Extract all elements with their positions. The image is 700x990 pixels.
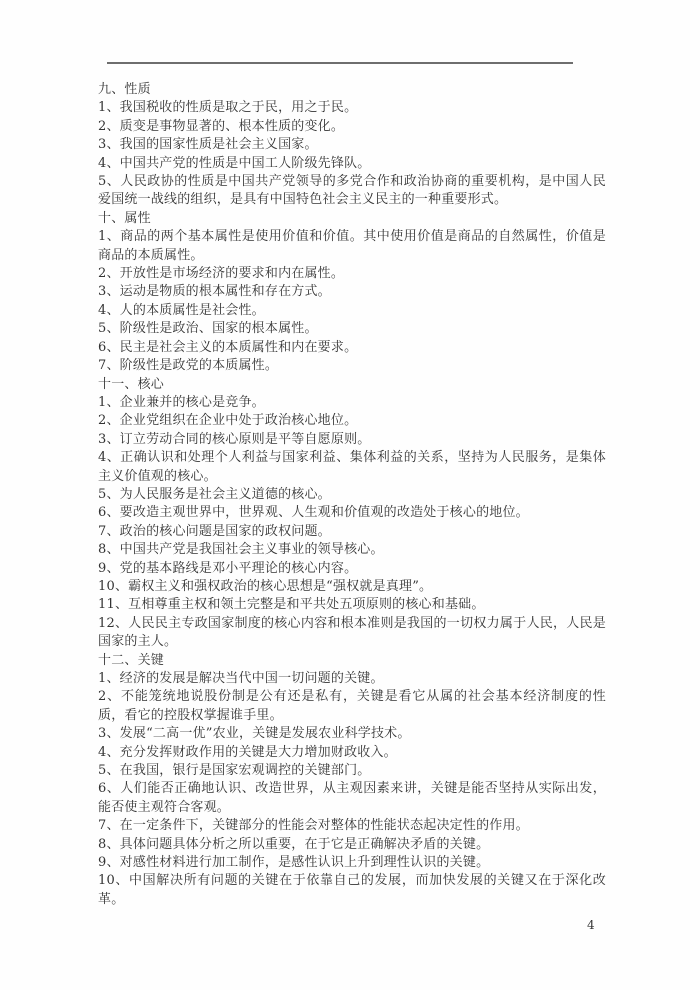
section-title: 九、性质 — [98, 82, 151, 97]
list-item: 1、商品的两个基本属性是使用价值和价值。其中使用价值是商品的自然属性，价值是商品的本质属性。 — [98, 229, 606, 263]
page-number: 4 — [587, 918, 595, 932]
list-item: 8、具体问题具体分析之所以重要，在于它是正确解决矛盾的关键。 — [98, 836, 490, 852]
section-title: 十、属性 — [98, 210, 151, 226]
section — [98, 376, 606, 652]
list-item: 5、在我国，银行是国家宏观调控的关键部门。 — [98, 763, 371, 779]
list-item: 7、在一定条件下，关键部分的性能会对整体的性能状态起决定性的作用。 — [98, 818, 529, 834]
header-rule — [107, 62, 573, 64]
list-item: 12、人民民主专政国家制度的核心内容和根本准则是我国的一切权力属于人民，人民是国家的主人。 — [98, 615, 606, 650]
list-item: 10、霸权主义和强权政治的核心思想是“强权就是真理”。 — [98, 578, 433, 594]
list-item: 5、阶级性是政治、国家的根本属性。 — [98, 321, 318, 337]
list-item: 11、互相尊重主权和领土完整是和平共处五项原则的核心和基础。 — [98, 597, 485, 613]
list-item: 8、中国共产党是我国社会主义事业的领导核心。 — [98, 542, 384, 558]
list-item: 2、质变是事物显著的、根本性质的变化。 — [98, 118, 345, 134]
list-item: 6、民主是社会主义的本质属性和内在要求。 — [98, 339, 358, 355]
list-item: 10、中国解决所有问题的关键在于依靠自己的发展，而加快发展的关键又在于深化改革。 — [98, 873, 606, 907]
list-item: 4、充分发挥财政作用的关键是大力增加财政收入。 — [98, 744, 397, 760]
list-item: 2、开放性是市场经济的要求和内在属性。 — [98, 266, 345, 282]
section — [98, 210, 606, 376]
list-item: 5、为人民服务是社会主义道德的核心。 — [98, 486, 331, 502]
list-item: 1、我国税收的性质是取之于民，用之于民。 — [98, 100, 358, 116]
list-item: 4、人的本质属性是社会性。 — [98, 302, 265, 318]
list-item: 2、企业党组织在企业中处于政治核心地位。 — [98, 413, 358, 429]
section-title: 十一、核心 — [98, 376, 165, 392]
list-item: 6、人们能否正确地认识、改造世界，从主观因素来讲，关键是能否坚持从实际出发，能否使主观符合客观。 — [98, 781, 606, 815]
list-item: 5、人民政协的性质是中国共产党领导的多党合作和政治协商的重要机构，是中国人民爱国统一战线的组织，是具有中国特色社会主义民主的一种重要形式。 — [98, 174, 606, 208]
section — [98, 81, 606, 210]
list-item: 3、订立劳动合同的核心原则是平等自愿原则。 — [98, 431, 371, 447]
list-item: 6、要改造主观世界中，世界观、人生观和价值观的改造处于核心的地位。 — [98, 505, 529, 521]
list-item: 3、运动是物质的根本属性和存在方式。 — [98, 284, 331, 300]
list-item: 1、经济的发展是解决当代中国一切问题的关键。 — [98, 671, 384, 686]
document-content — [98, 81, 606, 909]
list-item: 4、中国共产党的性质是中国工人阶级先锋队。 — [98, 155, 371, 171]
list-item: 7、阶级性是政党的本质属性。 — [98, 358, 279, 374]
list-item: 9、党的基本路线是邓小平理论的核心内容。 — [98, 560, 358, 576]
list-item: 4、正确认识和处理个人利益与国家利益、集体利益的关系，坚持为人民服务，是集体主义价值观的核心。 — [98, 450, 606, 484]
section — [98, 652, 606, 910]
list-item: 1、企业兼并的核心是竞争。 — [98, 394, 265, 410]
list-item: 3、发展“二高一优”农业，关键是发展农业科学技术。 — [98, 726, 411, 742]
section-title: 十二、关键 — [98, 652, 165, 668]
list-item: 3、我国的国家性质是社会主义国家。 — [98, 137, 318, 153]
list-item: 2、不能笼统地说股份制是公有还是私有，关键是看它从属的社会基本经济制度的性质，看它的控股权掌握谁手里。 — [98, 689, 606, 723]
list-item: 7、政治的核心问题是国家的政权问题。 — [98, 523, 331, 539]
list-item: 9、对感性材料进行加工制作，是感性认识上升到理性认识的关键。 — [98, 855, 490, 871]
